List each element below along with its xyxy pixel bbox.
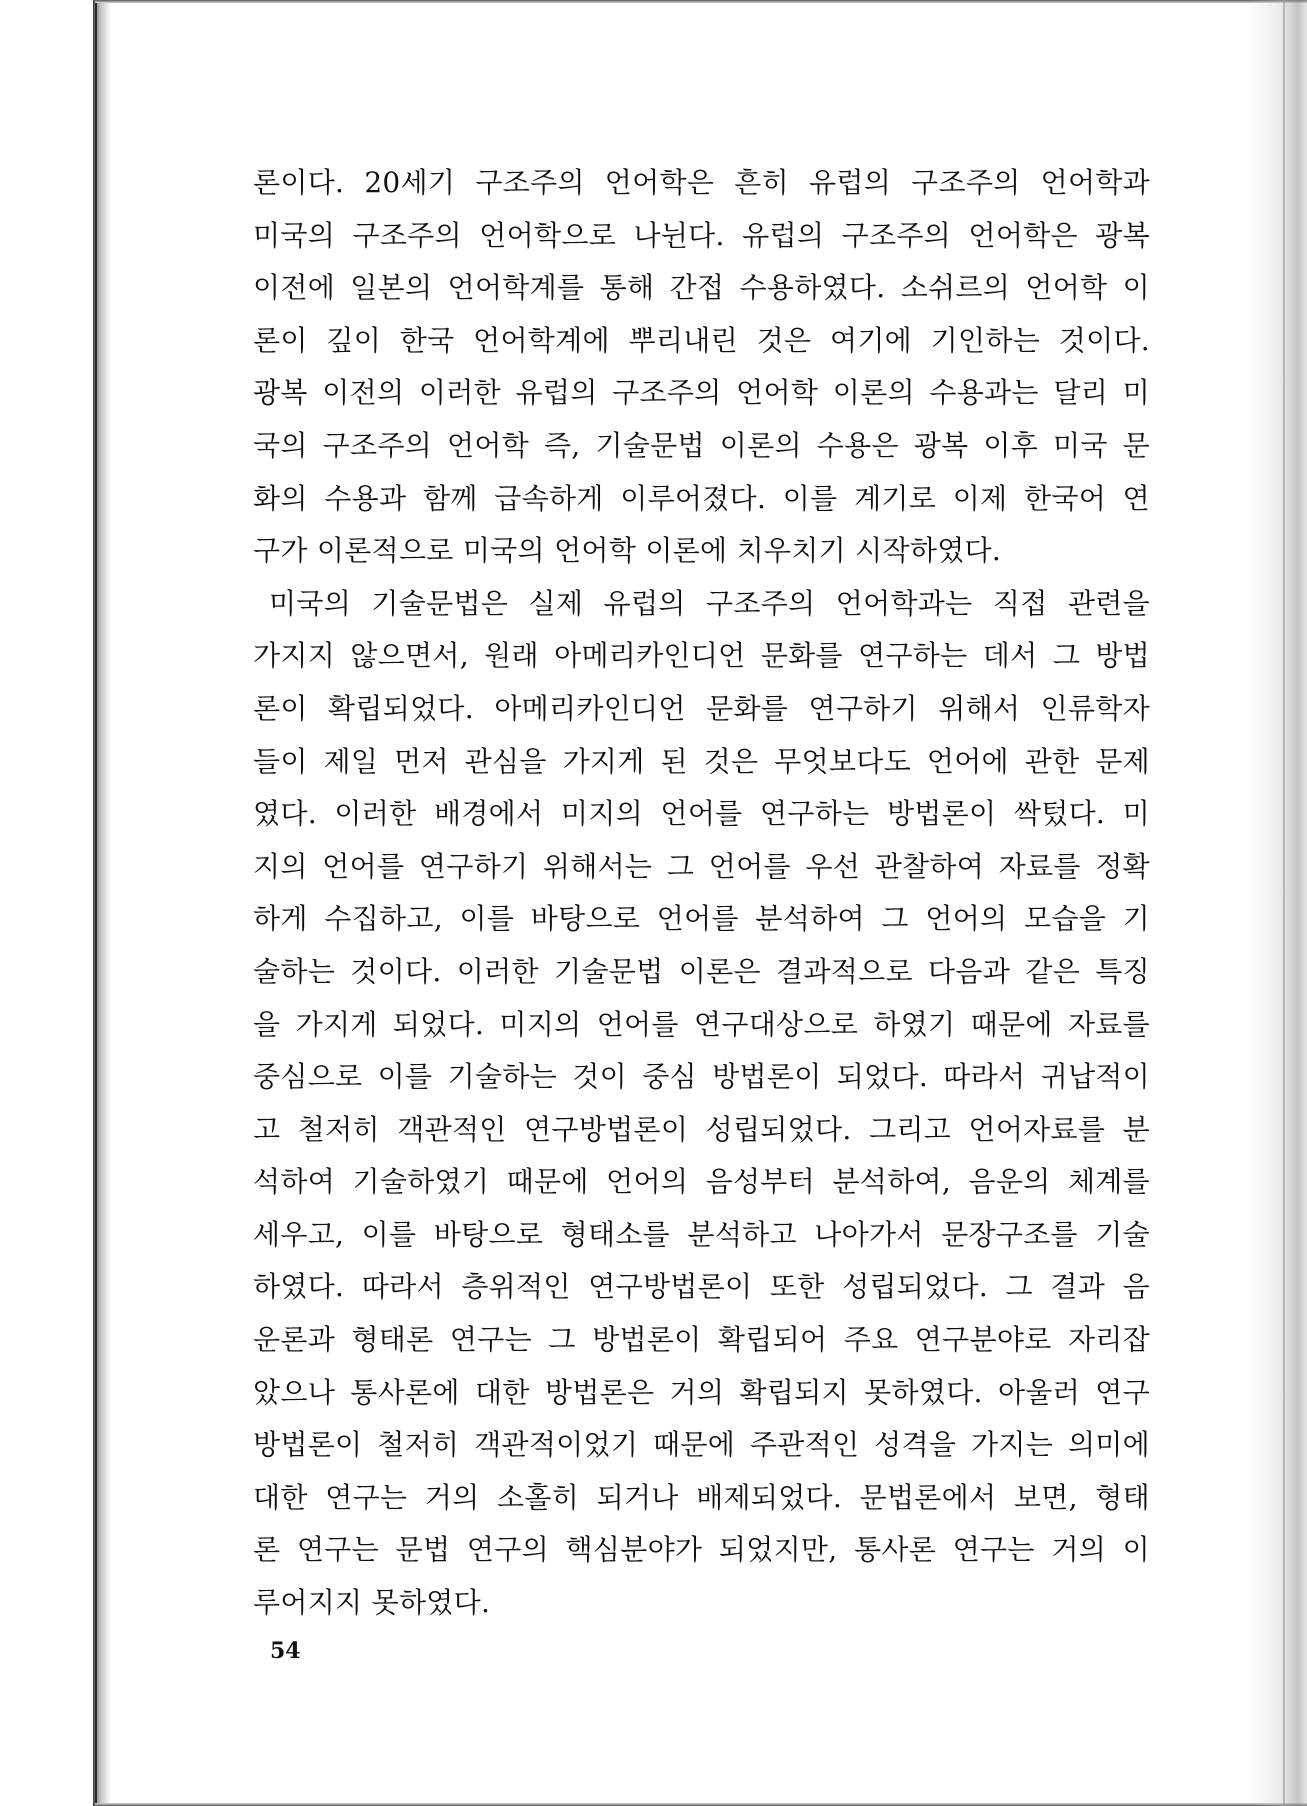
page-number: 54 xyxy=(270,1638,301,1664)
text-line: 론 연구는 문법 연구의 핵심분야가 되었지만, 통사론 연구는 거의 이 xyxy=(253,1533,1150,1567)
text-line: 세우고, 이를 바탕으로 형태소를 분석하고 나아가서 문장구조를 기술 xyxy=(253,1217,1150,1251)
text-line: 운론과 형태론 연구는 그 방법론이 확립되어 주요 연구분야로 자리잡 xyxy=(253,1323,1150,1357)
text-line: 하게 수집하고, 이를 바탕으로 언어를 분석하여 그 언어의 모습을 기 xyxy=(253,902,1150,936)
text-line: 석하여 기술하였기 때문에 언어의 음성부터 분석하여, 음운의 체계를 xyxy=(253,1165,1150,1199)
page-right-curl-shadow xyxy=(1247,0,1307,1806)
text-line: 미국의 구조주의 언어학으로 나뉜다. 유럽의 구조주의 언어학은 광복 xyxy=(253,218,1150,252)
text-line: 론이 깊이 한국 언어학계에 뿌리내린 것은 여기에 기인하는 것이다. xyxy=(253,323,1150,357)
text-line: 술하는 것이다. 이러한 기술문법 이론은 결과적으로 다음과 같은 특징 xyxy=(253,954,1150,988)
text-line: 국의 구조주의 언어학 즉, 기술문법 이론의 수용은 광복 이후 미국 문 xyxy=(253,428,1150,462)
text-line: 고 철저히 객관적인 연구방법론이 성립되었다. 그리고 언어자료를 분 xyxy=(253,1112,1150,1146)
text-line: 이전에 일본의 언어학계를 통해 간접 수용하였다. 소쉬르의 언어학 이 xyxy=(253,271,1150,305)
text-line: 들이 제일 먼저 관심을 가지게 된 것은 무엇보다도 언어에 관한 문제 xyxy=(253,744,1150,778)
text-line: 론이 확립되었다. 아메리카인디언 문화를 연구하기 위해서 인류학자 xyxy=(253,691,1150,725)
text-line: 하였다. 따라서 층위적인 연구방법론이 또한 성립되었다. 그 결과 음 xyxy=(253,1270,1150,1304)
text-line: 화의 수용과 함께 급속하게 이루어졌다. 이를 계기로 이제 한국어 연 xyxy=(253,481,1150,515)
book-spine-edge xyxy=(95,0,97,1806)
body-text xyxy=(253,157,1150,1630)
text-line: 론이다. 20세기 구조주의 언어학은 흔히 유럽의 구조주의 언어학과 xyxy=(253,166,1150,199)
text-line: 았으나 통사론에 대한 방법론은 거의 확립되지 못하였다. 아울러 연구 xyxy=(253,1375,1150,1409)
text-line: 가지지 않으면서, 원래 아메리카인디언 문화를 연구하는 데서 그 방법 xyxy=(253,639,1150,673)
paragraph-1 xyxy=(253,157,1150,578)
text-line: 방법론이 철저히 객관적이었기 때문에 주관적인 성격을 가지는 의미에 xyxy=(253,1428,1150,1462)
page-right-edge-line xyxy=(1283,0,1285,1806)
page-top-edge xyxy=(95,0,1307,3)
paragraph-2 xyxy=(253,578,1150,1630)
text-line: 루어지지 못하였다. xyxy=(253,1586,491,1620)
text-line: 였다. 이러한 배경에서 미지의 언어를 연구하는 방법론이 싹텄다. 미 xyxy=(253,797,1150,831)
text-line: 대한 연구는 거의 소홀히 되거나 배제되었다. 문법론에서 보면, 형태 xyxy=(253,1480,1150,1514)
text-line: 구가 이론적으로 미국의 언어학 이론에 치우치기 시작하였다. xyxy=(253,534,1002,568)
text-line: 미국의 기술문법은 실제 유럽의 구조주의 언어학과는 직접 관련을 xyxy=(269,586,1150,620)
text-line: 지의 언어를 연구하기 위해서는 그 언어를 우선 관찰하여 자료를 정확 xyxy=(253,849,1150,883)
text-line: 을 가지게 되었다. 미지의 언어를 연구대상으로 하였기 때문에 자료를 xyxy=(253,1007,1150,1041)
text-line: 광복 이전의 이러한 유럽의 구조주의 언어학 이론의 수용과는 달리 미 xyxy=(253,376,1150,410)
text-line: 중심으로 이를 기술하는 것이 중심 방법론이 되었다. 따라서 귀납적이 xyxy=(253,1060,1150,1094)
